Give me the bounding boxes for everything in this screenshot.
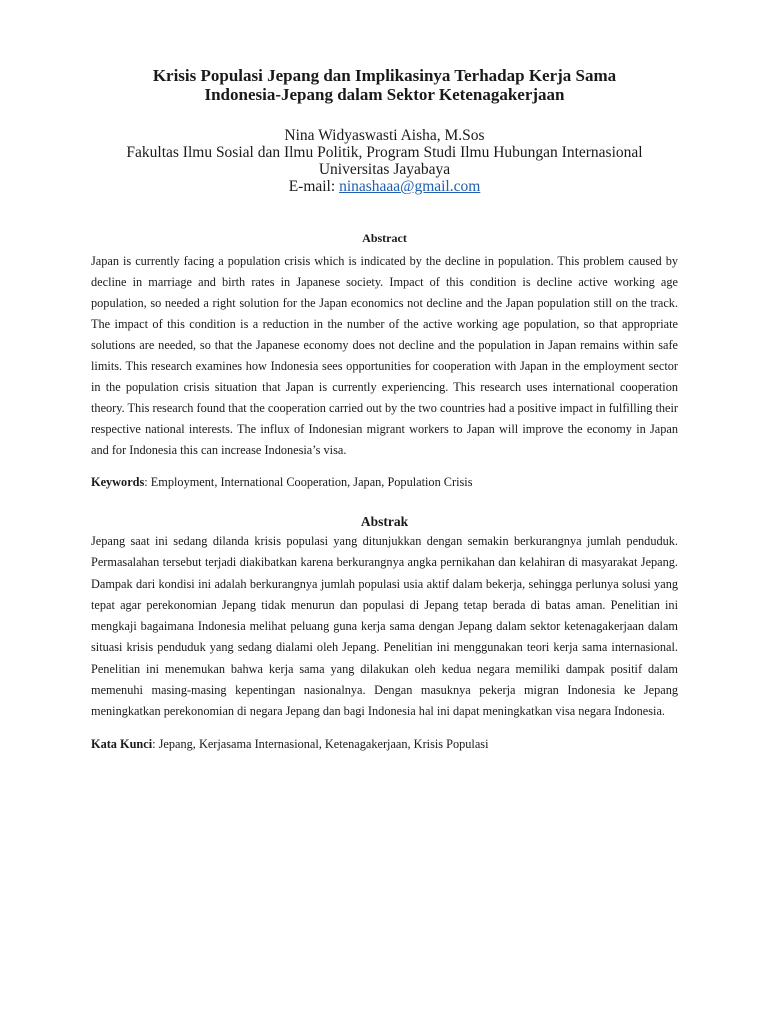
email-link[interactable]: ninashaaa@gmail.com xyxy=(339,178,481,195)
author-email xyxy=(91,178,678,195)
kata-kunci-label: Kata Kunci xyxy=(91,736,153,751)
abstract-heading: Abstract xyxy=(362,231,407,245)
title-line-1: Krisis Populasi Jepang dan Implikasinya Terhadap Kerja Sama xyxy=(152,66,617,85)
author-name: Nina Widyaswasti Aisha, M.Sos xyxy=(284,127,485,144)
author-university: Universitas Jayabaya xyxy=(318,161,451,178)
kata-kunci-value: : Jepang, Kerjasama Internasional, Ketenagakerjaan, Krisis Populasi xyxy=(152,736,489,751)
paper-title xyxy=(91,66,678,104)
keywords-value: : Employment, International Cooperation, Japan, Population Crisis xyxy=(144,475,473,489)
author-block xyxy=(91,127,678,195)
abstract-text: Japan is currently facing a population crisis which is indicated by the decline in population. This problem caused by decline in marriage and birth rates in Japanese society. Impact of this condition is decline active working age population, so needed a right solution for the Japan economics not decline and the Japan population still on the track. The impact of this condition is a reduction in the number of the active working age population, so that appropriate solutions are needed, so that the Japanese economy does not decline and the population in Japan remains within safe limits. This research examines how Indonesia sees opportunities for cooperation with Japan in the employment sector in the population crisis situation that Japan is currently experiencing. This research uses international cooperation theory. This research found that the cooperation carried out by the two countries had a positive impact in fulfilling their respective national interests. The influx of Indonesian migrant workers to Japan will improve the economy in Japan and for Indonesia this can increase Indonesia’s visa. xyxy=(91,254,679,457)
abstract-keywords xyxy=(91,472,678,493)
keywords-label: Keywords xyxy=(91,475,145,489)
abstrak-heading: Abstrak xyxy=(360,514,409,529)
title-line-2: Indonesia-Jepang dalam Sektor Ketenagakerjaan xyxy=(204,85,565,104)
author-affiliation: Fakultas Ilmu Sosial dan Ilmu Politik, Program Studi Ilmu Hubungan Internasional xyxy=(126,144,643,161)
abstrak-text: Jepang saat ini sedang dilanda krisis populasi yang ditunjukkan dengan semakin berkurangnya jumlah penduduk. Permasalahan tersebut terjadi diakibatkan karena berkurangnya angka pernikahan dan kelahiran di masyarakat Jepang. Dampak dari kondisi ini adalah berkurangnya jumlah populasi usia aktif dalam bekerja, sehingga perlunya solusi yang tepat agar perekonomian Jepang tidak menurun dan populasi di Jepang tetap berada di batas aman. Penelitian ini mengkaji bagaimana Indonesia melihat peluang guna kerja sama dengan Jepang dalam sektor ketenagakerjaan dalam situasi krisis penduduk yang sedang dialami oleh Jepang. Penelitian ini menggunakan teori kerja sama internasional. Penelitian ini menemukan bahwa kerja sama yang dilakukan oleh kedua negara memiliki dampak positif dalam memenuhi masing-masing kepentingan nasionalnya. Dengan masuknya pekerja migran Indonesia ke Jepang meningkatkan perekonomian di negara Jepang dan bagi Indonesia hal ini dapat meningkatkan visa negara Indonesia. xyxy=(91,534,678,719)
email-label: E-mail: xyxy=(288,178,340,195)
paper-page xyxy=(91,66,678,755)
abstrak-keywords xyxy=(91,734,678,755)
